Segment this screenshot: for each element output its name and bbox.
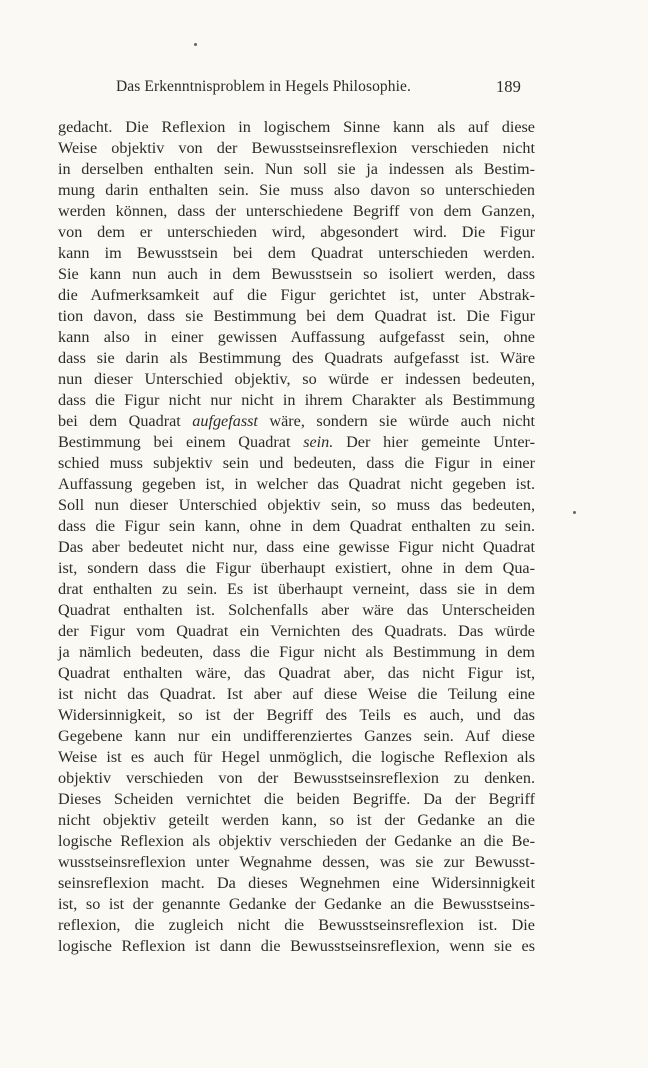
text-segment: Gegebene kann nur ein undifferenziertes Ganzes sein. Auf diese [58, 727, 535, 745]
text-line [58, 117, 535, 138]
text-line [58, 201, 535, 222]
text-segment: dass die Figur sein kann, ohne in dem Quadrat enthalten zu sein. [58, 517, 535, 535]
text-segment: drat enthalten zu sein. Es ist überhaupt verneint, dass sie in dem [58, 580, 535, 598]
text-line [58, 621, 535, 642]
text-segment: reflexion, die zugleich nicht die Bewusstseinsreflexion ist. Die [58, 916, 535, 934]
text-segment: mung darin enthalten sein. Sie muss also davon so unterschieden [58, 181, 535, 199]
text-segment: Widersinnigkeit, so ist der Begriff des Teils es auch, und das [58, 706, 535, 724]
text-line [58, 789, 535, 810]
text-line [58, 390, 535, 411]
text-line [58, 915, 535, 936]
text-segment: objektiv verschieden von der Bewusstseinsreflexion zu denken. [58, 769, 535, 787]
text-line [58, 558, 535, 579]
text-segment: kann also in einer gewissen Auffassung aufgefasst sein, ohne [58, 328, 535, 346]
text-segment: Weise ist es auch für Hegel unmöglich, die logische Reflexion als [58, 748, 535, 766]
text-segment: Auffassung gegeben ist, in welcher das Quadrat nicht gegeben ist. [58, 475, 535, 493]
text-segment: Quadrat enthalten wäre, das Quadrat aber, das nicht Figur ist, [58, 664, 535, 682]
running-head [116, 77, 521, 100]
text-segment: nun dieser Unterschied objektiv, so würde er indessen bedeuten, [58, 370, 535, 388]
text-line [58, 222, 535, 243]
page-number: 189 [495, 77, 521, 96]
text-segment: Soll nun dieser Unterschied objektiv sein, so muss das bedeuten, [58, 496, 535, 514]
text-segment: seinsreflexion macht. Da dieses Wegnehmen eine Widersinnigkeit [58, 874, 535, 892]
text-line [58, 474, 535, 495]
text-segment: werden können, dass der unterschiedene Begriff von dem Ganzen, [58, 202, 535, 220]
text-line [58, 369, 535, 390]
text-segment: Weise objektiv von der Bewusstseinsreflexion verschieden nicht [58, 139, 535, 157]
text-line [58, 537, 535, 558]
text-line [58, 894, 535, 915]
text-line [58, 495, 535, 516]
text-segment: der Figur vom Quadrat ein Vernichten des Quadrats. Das würde [58, 622, 535, 640]
text-line [58, 852, 535, 873]
text-line [58, 264, 535, 285]
text-line [58, 306, 535, 327]
text-segment: dass die Figur nicht nur nicht in ihrem Charakter als Bestimmung [58, 391, 535, 409]
text-segment: Quadrat enthalten ist. Solchenfalls aber wäre das Unterscheiden [58, 601, 535, 619]
running-title: Das Erkenntnisproblem in Hegels Philosophie. [116, 78, 411, 95]
text-segment: in derselben enthalten sein. Nun soll sie ja indessen als Bestim- [58, 160, 535, 178]
text-segment: Das aber bedeutet nicht nur, dass eine gewisse Figur nicht Quadrat [58, 538, 535, 556]
text-line [58, 768, 535, 789]
emphasis-text: aufgefasst [192, 412, 258, 430]
text-segment: die Aufmerksamkeit auf die Figur gerichtet ist, unter Abstrak- [58, 286, 535, 304]
text-line [58, 432, 535, 453]
ink-speck [194, 43, 197, 46]
text-segment: dass sie darin als Bestimmung des Quadrats aufgefasst ist. Wäre [58, 349, 535, 367]
text-segment: Dieses Scheiden vernichtet die beiden Begriffe. Da der Begriff [58, 790, 535, 808]
text-line [58, 243, 535, 264]
text-line [58, 663, 535, 684]
text-line [58, 600, 535, 621]
text-line [58, 453, 535, 474]
text-segment: wusstseinsreflexion unter Wegnahme dessen, was sie zur Bewusst- [58, 853, 535, 871]
text-line [58, 831, 535, 852]
text-line [58, 516, 535, 537]
text-segment: logische Reflexion als objektiv verschieden der Gedanke an die Be- [58, 832, 535, 850]
text-segment: schied muss subjektiv sein und bedeuten, dass die Figur in einer [58, 454, 535, 472]
text-line [58, 327, 535, 348]
body-text [58, 117, 535, 957]
text-segment: nicht objektiv geteilt werden kann, so ist der Gedanke an die [58, 811, 535, 829]
text-segment: Sie kann nun auch in dem Bewusstsein so isoliert werden, dass [58, 265, 535, 283]
text-segment: tion davon, dass sie Bestimmung bei dem Quadrat ist. Die Figur [58, 307, 535, 325]
text-line [58, 348, 535, 369]
text-segment: Der hier gemeinte Unter- [333, 433, 536, 451]
text-segment: wäre, sondern sie würde auch nicht [257, 412, 535, 430]
text-segment: ist nicht das Quadrat. Ist aber auf diese Weise die Teilung eine [58, 685, 535, 703]
text-segment: kann im Bewusstsein bei dem Quadrat unterschieden werden. [58, 244, 535, 262]
text-line [58, 579, 535, 600]
text-line [58, 873, 535, 894]
text-line [58, 159, 535, 180]
text-line [58, 747, 535, 768]
text-segment: von dem er unterschieden wird, abgesondert wird. Die Figur [58, 223, 535, 241]
text-segment: logische Reflexion ist dann die Bewusstseinsreflexion, wenn sie es [58, 937, 535, 955]
text-line [58, 684, 535, 705]
text-line [58, 726, 535, 747]
text-segment: gedacht. Die Reflexion in logischem Sinne kann als auf diese [58, 118, 535, 136]
text-line [58, 411, 535, 432]
text-line [58, 180, 535, 201]
text-line [58, 705, 535, 726]
ink-speck [573, 511, 576, 514]
text-segment: ist, so ist der genannte Gedanke der Gedanke an die Bewusstseins- [58, 895, 535, 913]
emphasis-text: sein. [303, 433, 334, 451]
text-line [58, 936, 535, 957]
text-line [58, 138, 535, 159]
text-line [58, 642, 535, 663]
text-segment: Bestimmung bei einem Quadrat [58, 433, 304, 451]
text-segment: ja nämlich bedeuten, dass die Figur nicht als Bestimmung in dem [58, 643, 535, 661]
text-line [58, 285, 535, 306]
text-line [58, 810, 535, 831]
text-segment: bei dem Quadrat [58, 412, 193, 430]
text-segment: ist, sondern dass die Figur überhaupt existiert, ohne in dem Qua- [58, 559, 535, 577]
